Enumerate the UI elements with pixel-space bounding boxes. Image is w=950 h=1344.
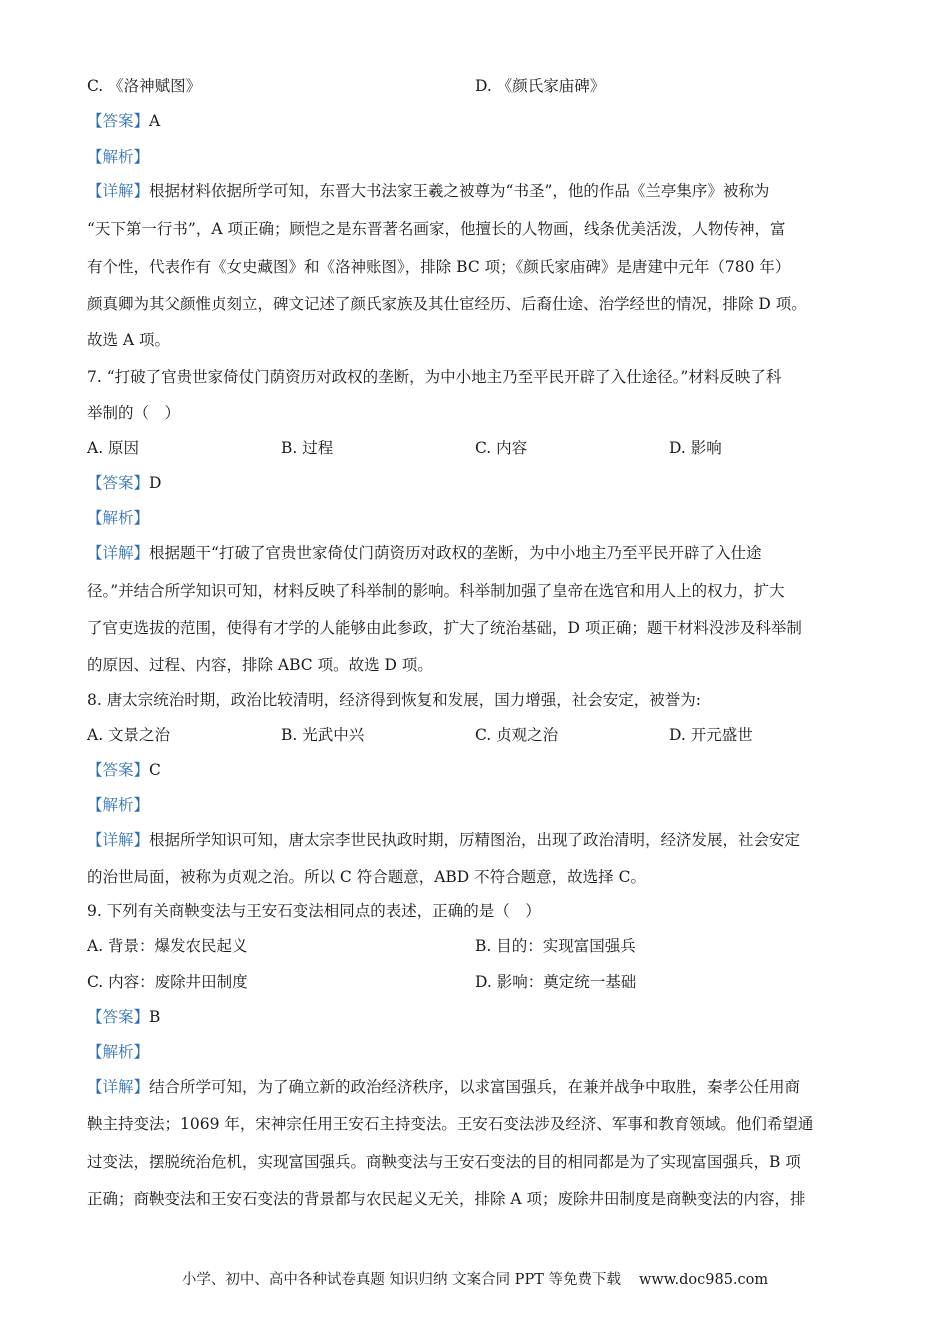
q8-analysis xyxy=(87,794,149,816)
q9-detail-line: 正确；商鞅变法和王安石变法的背景都与农民起义无关，排除 A 项；废除井田制度是商鞅变法的内容，排 xyxy=(87,1190,806,1208)
analysis-label: 【解析】 xyxy=(87,509,150,527)
analysis-label: 【解析】 xyxy=(87,1043,150,1061)
q9-stem: 9. 下列有关商鞅变法与王安石变法相同点的表述，正确的是（ ） xyxy=(87,902,541,920)
answer-label: 【答案】 xyxy=(87,761,150,779)
page-footer xyxy=(0,1268,950,1289)
q7-detail-line: 【详解】根据题干“打破了官贵世家倚仗门荫资历对政权的垄断，为中小地主乃至平民开辟了入仕途 xyxy=(87,544,762,562)
q8-detail-line: 【详解】根据所学知识可知，唐太宗李世民执政时期，厉精图治，出现了政治清明，经济发展，社会安定 xyxy=(87,831,801,849)
q6-detail-line: 故选 A 项。 xyxy=(87,331,171,349)
q6-detail-line: 有个性，代表作有《女史藏图》和《洛神账图》，排除 BC 项；《颜氏家庙碑》是唐建中元年（780 年） xyxy=(87,258,791,276)
analysis-label: 【解析】 xyxy=(87,796,150,814)
detail-label: 【详解】 xyxy=(87,182,150,200)
q7-answer xyxy=(87,472,161,494)
answer-label: 【答案】 xyxy=(87,1008,150,1026)
q7-option-c: C. 内容 xyxy=(475,439,528,457)
detail-label: 【详解】 xyxy=(87,1078,150,1096)
q8-option-c: C. 贞观之治 xyxy=(475,726,559,744)
q7-option-b: B. 过程 xyxy=(281,439,334,457)
q7-option-a: A. 原因 xyxy=(87,439,140,457)
q8-option-a: A. 文景之治 xyxy=(87,726,171,744)
answer-value: A xyxy=(149,112,161,130)
q7-option-d: D. 影响 xyxy=(669,439,722,457)
q7-detail-line: 了官吏选拔的范围，使得有才学的人能够由此参政，扩大了统治基础，D 项正确；题干材料没涉及科举制 xyxy=(87,619,802,637)
q8-stem: 8. 唐太宗统治时期，政治比较清明，经济得到恢复和发展，国力增强，社会安定，被誉为: xyxy=(87,691,701,709)
answer-value: C xyxy=(149,761,161,779)
q8-option-b: B. 光武中兴 xyxy=(281,726,365,744)
q6-analysis xyxy=(87,146,149,168)
q7-analysis xyxy=(87,507,149,529)
footer-url[interactable]: www.doc985.com xyxy=(638,1272,769,1288)
q9-analysis xyxy=(87,1041,149,1063)
q9-option-a: A. 背景：爆发农民起义 xyxy=(87,937,248,955)
q8-detail-line: 的治世局面，被称为贞观之治。所以 C 符合题意，ABD 不符合题意，故选择 C。 xyxy=(87,868,646,886)
answer-label: 【答案】 xyxy=(87,112,150,130)
q6-detail-line: 颜真卿为其父颜惟贞刻立，碑文记述了颜氏家族及其仕宦经历、后裔仕途、治学经世的情况，排除 D 项。 xyxy=(87,295,807,313)
q9-option-d: D. 影响：奠定统一基础 xyxy=(475,973,637,991)
analysis-label: 【解析】 xyxy=(87,148,150,166)
q7-detail-line: 的原因、过程、内容，排除 ABC 项。故选 D 项。 xyxy=(87,656,433,674)
q7-stem-line: 举制的（ ） xyxy=(87,404,181,422)
answer-value: D xyxy=(149,474,162,492)
q9-detail-line: 【详解】结合所学可知，为了确立新的政治经济秩序，以求富国强兵，在兼并战争中取胜，秦孝公任用商 xyxy=(87,1078,801,1096)
q6-option-c: C. 《洛神赋图》 xyxy=(87,77,202,95)
q9-answer xyxy=(87,1006,160,1028)
q8-answer xyxy=(87,759,161,781)
q8-option-d: D. 开元盛世 xyxy=(669,726,753,744)
detail-label: 【详解】 xyxy=(87,544,150,562)
q7-stem-line: 7. “打破了官贵世家倚仗门荫资历对政权的垄断，为中小地主乃至平民开辟了入仕途径。”材料反映了科 xyxy=(87,368,782,386)
footer-text: 小学、初中、高中各种试卷真题 知识归纳 文案合同 PPT 等免费下载 xyxy=(181,1272,621,1288)
q6-answer xyxy=(87,110,160,132)
q7-detail-line: 径。”并结合所学知识可知，材料反映了科举制的影响。科举制加强了皇帝在选官和用人上的权力，扩大 xyxy=(87,582,785,600)
q6-detail-line: 【详解】根据材料依据所学可知，东晋大书法家王羲之被尊为“书圣”，他的作品《兰亭集序》被称为 xyxy=(87,182,770,200)
q9-detail-line: 过变法，摆脱统治危机，实现富国强兵。商鞅变法与王安石变法的目的相同都是为了实现富国强兵，B 项 xyxy=(87,1153,801,1171)
q9-option-c: C. 内容：废除井田制度 xyxy=(87,973,248,991)
detail-label: 【详解】 xyxy=(87,831,150,849)
q9-detail-line: 鞅主持变法；1069 年，宋神宗任用王安石主持变法。王安石变法涉及经济、军事和教育领域。他们希望通 xyxy=(87,1115,814,1133)
q6-detail-line: “天下第一行书”，A 项正确；顾恺之是东晋著名画家，他擅长的人物画，线条优美活泼，人物传神，富 xyxy=(87,220,786,238)
answer-value: B xyxy=(149,1008,161,1026)
q6-option-d: D. 《颜氏家庙碑》 xyxy=(475,77,606,95)
answer-label: 【答案】 xyxy=(87,474,150,492)
q9-option-b: B. 目的：实现富国强兵 xyxy=(475,937,636,955)
